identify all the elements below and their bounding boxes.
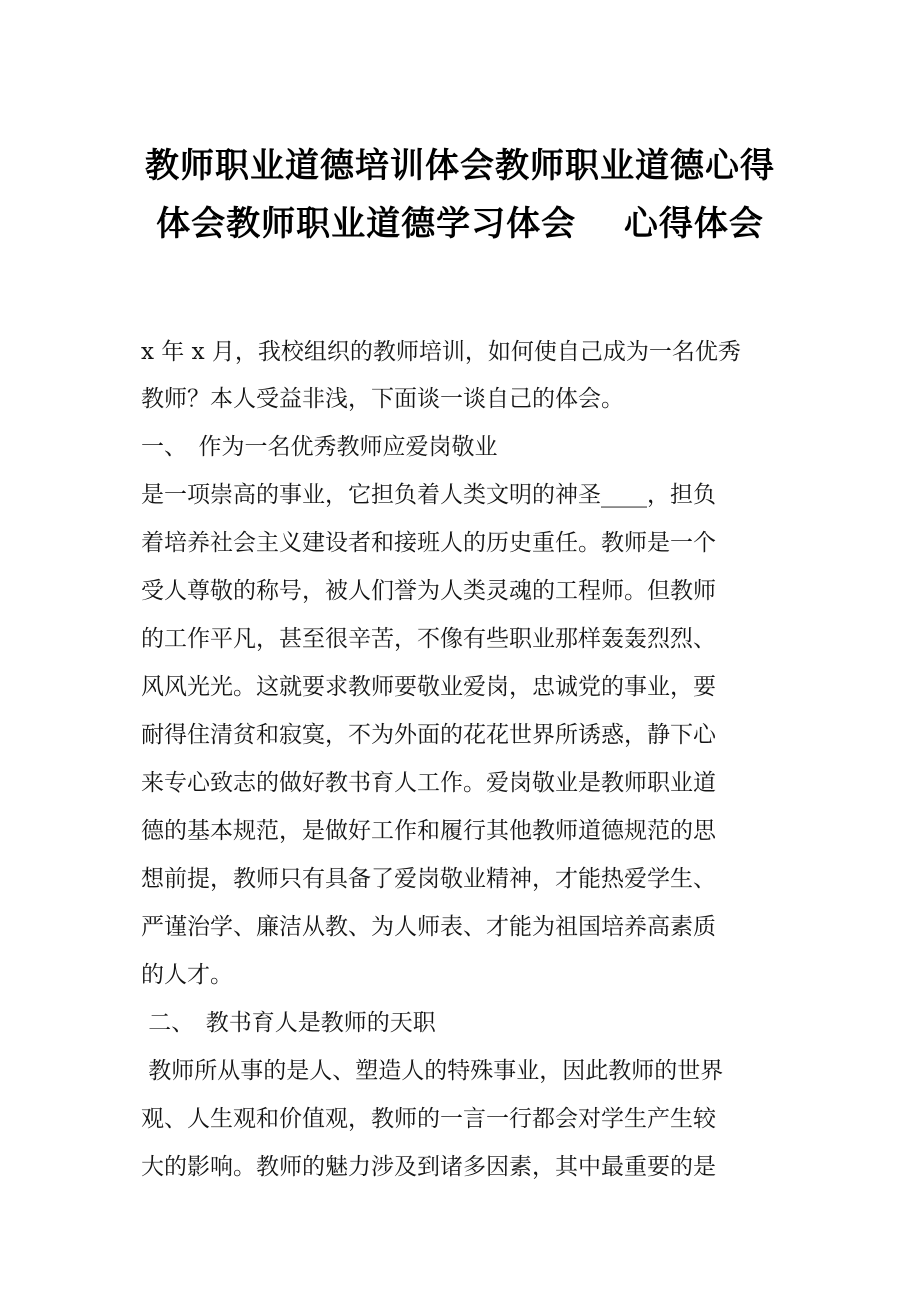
body-text-line: 受人尊敬的称号，被人们誉为人类灵魂的工程师。但教师 [141, 578, 716, 604]
section-heading-2: 二、 教书育人是教师的天职 [141, 1010, 436, 1036]
document-title-line-1: 教师职业道德培训体会教师职业道德心得 [145, 146, 775, 186]
body-text-line: 的工作平凡，甚至很辛苦，不像有些职业那样轰轰烈烈、 [141, 626, 716, 652]
body-text-line: 耐得住清贫和寂寞，不为外面的花花世界所诱惑，静下心 [141, 722, 716, 748]
body-text-line: 风风光光。这就要求教师要敬业爱岗，忠诚党的事业，要 [141, 674, 716, 700]
body-text-line: 教师所从事的是人、塑造人的特殊事业，因此教师的世界 [141, 1058, 724, 1084]
section-heading-1: 一、 作为一名优秀教师应爱岗敬业 [141, 434, 498, 460]
body-text-line: 教师？本人受益非浅，下面谈一谈自己的体会。 [141, 386, 624, 412]
body-text-line: x 年 x 月，我校组织的教师培训，如何使自己成为一名优秀 [141, 339, 741, 365]
body-text-line: 来专心致志的做好教书育人工作。爱岗敬业是教师职业道 [141, 770, 716, 796]
body-text-line: 严谨治学、廉洁从教、为人师表、才能为祖国培养高素质 [141, 914, 716, 940]
body-text-line: 是一项崇高的事业，它担负着人类文明的神圣____，担负 [141, 482, 716, 508]
body-text-line: 德的基本规范，是做好工作和履行其他教师道德规范的思 [141, 818, 716, 844]
body-text-line: 大的影响。教师的魅力涉及到诸多因素，其中最重要的是 [141, 1154, 716, 1180]
body-text-line: 观、人生观和价值观，教师的一言一行都会对学生产生较 [141, 1106, 716, 1132]
body-text-line: 着培养社会主义建设者和接班人的历史重任。教师是一个 [141, 530, 716, 556]
body-text-line: 想前提，教师只有具备了爱岗敬业精神，才能热爱学生、 [141, 866, 716, 892]
document-title-line-2: 体会教师职业道德学习体会 心得体会 [156, 204, 764, 244]
body-text-line: 的人才。 [141, 962, 233, 988]
